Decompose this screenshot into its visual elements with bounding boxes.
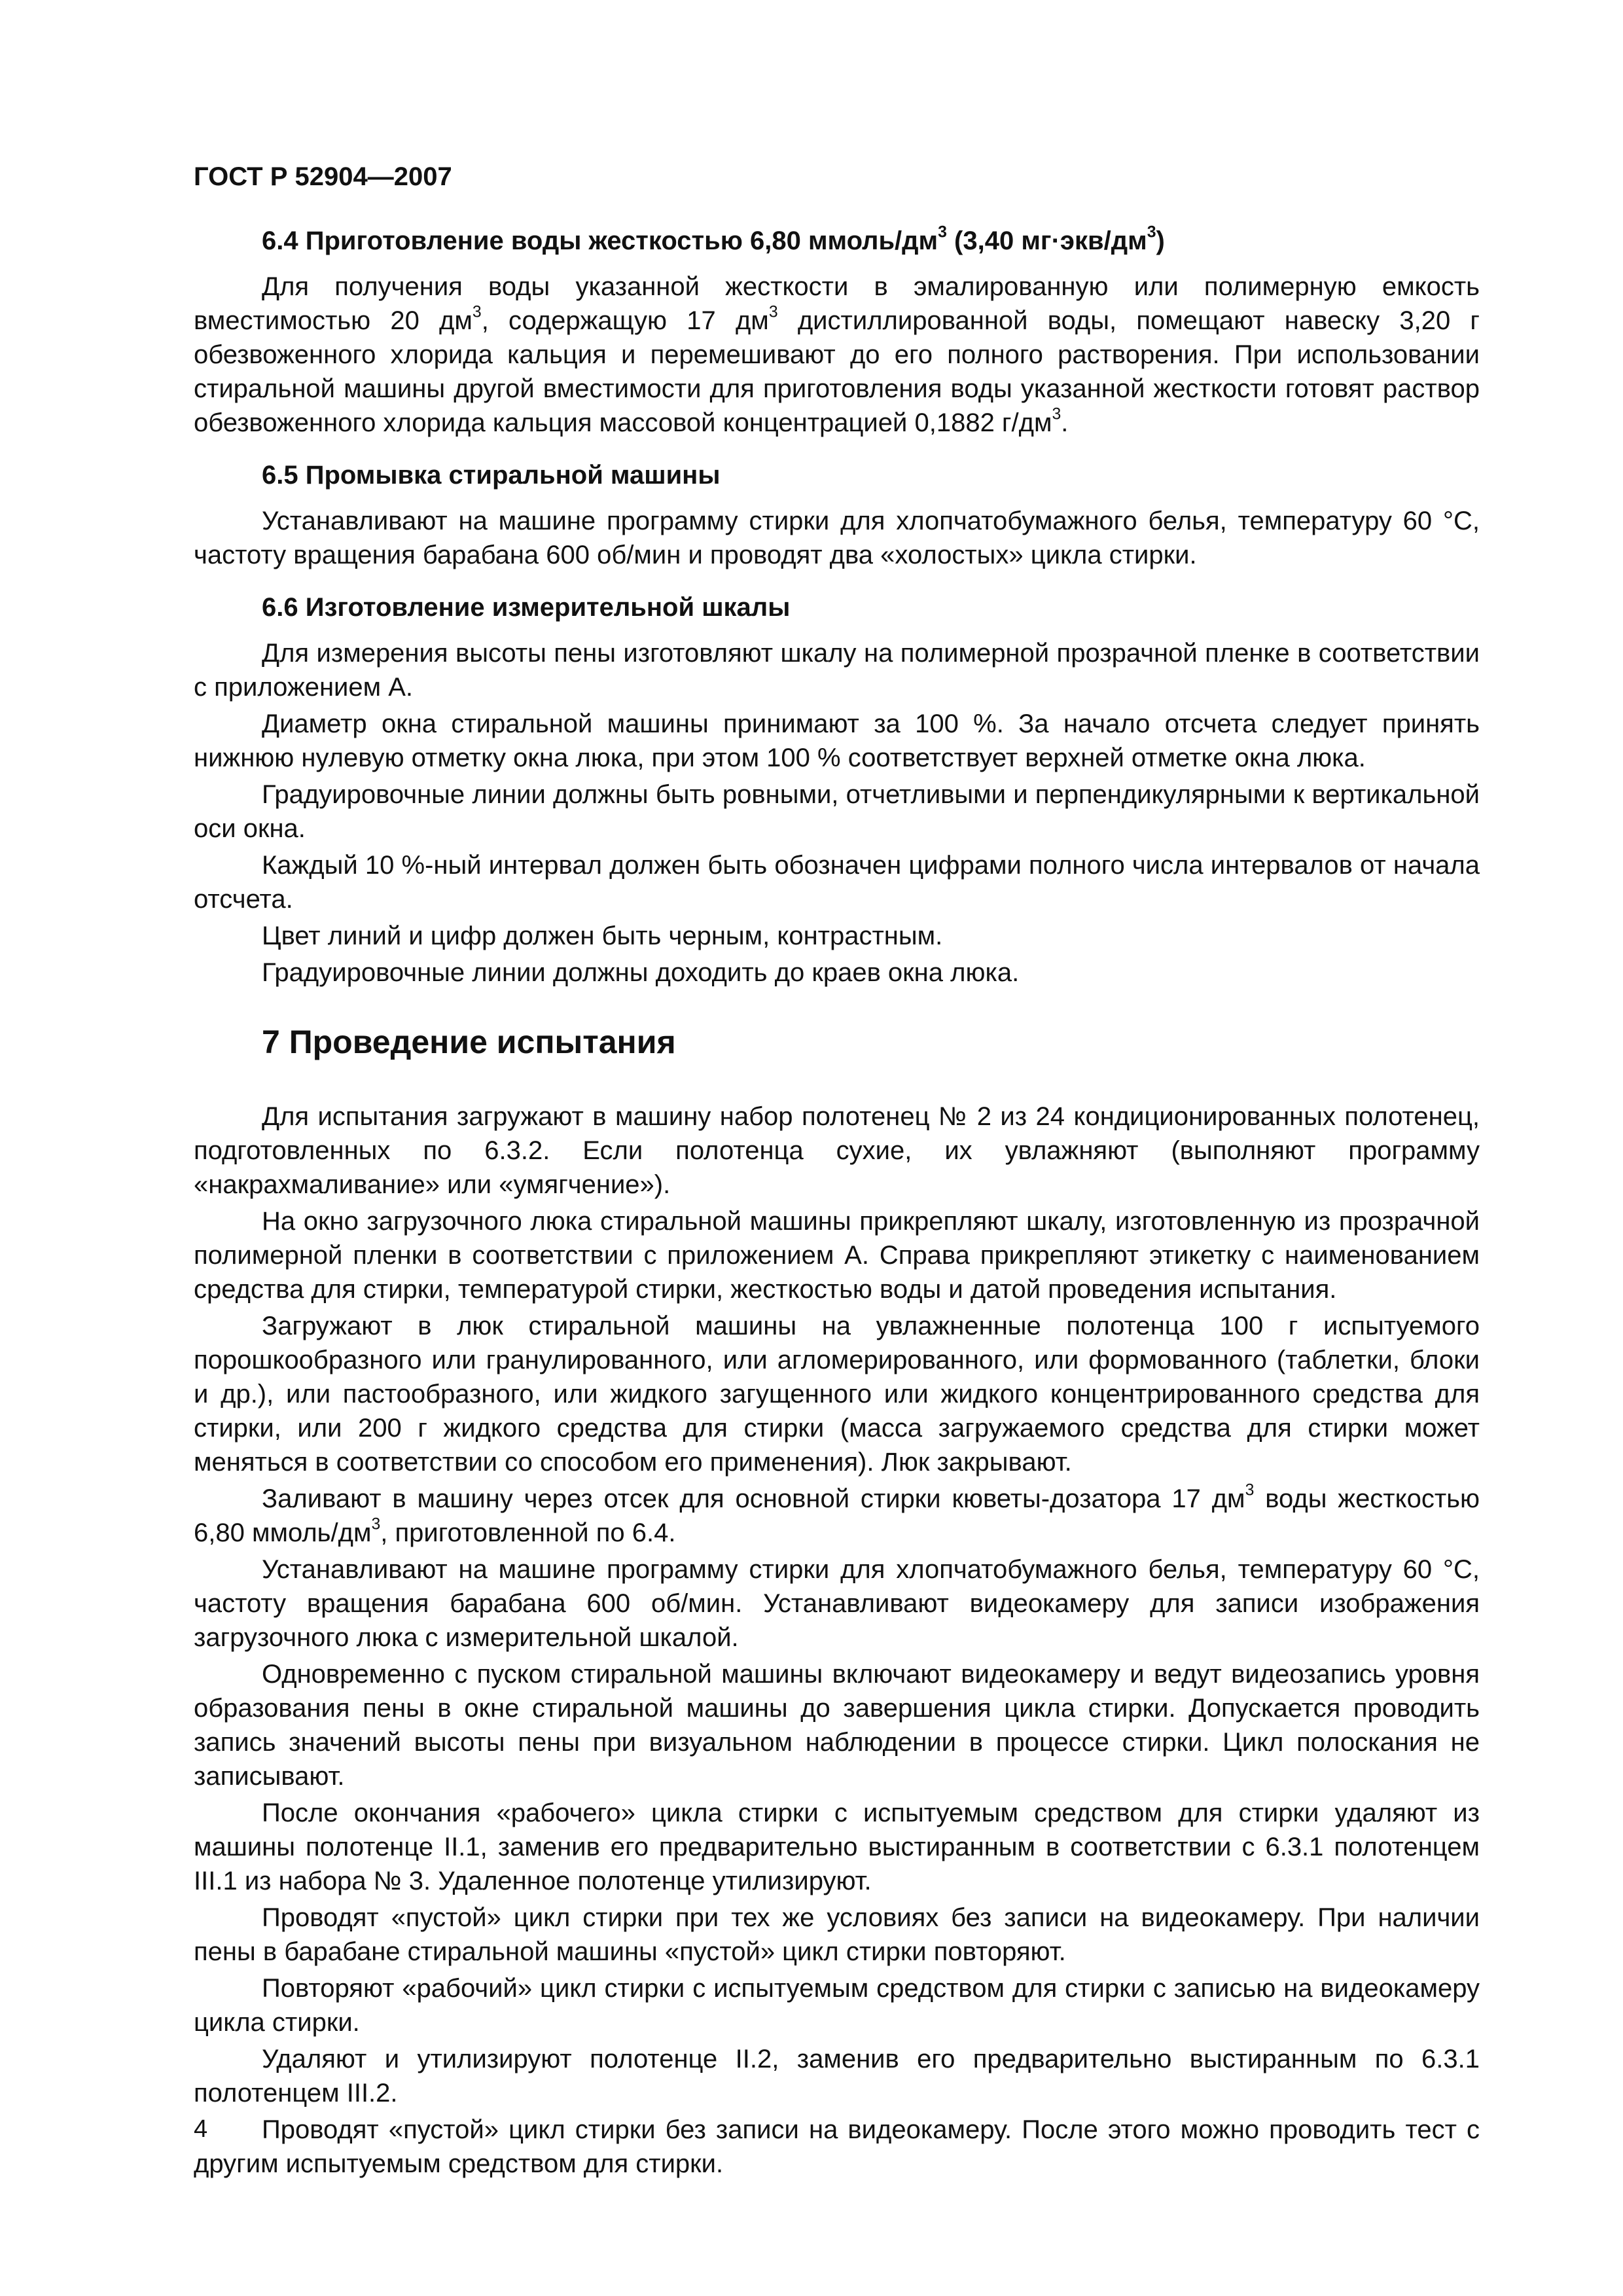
- text-run: Для получения воды указанной жесткости в эмалированную или полимерную емкость вместимостью 20 дм: [194, 272, 1480, 335]
- section-6-5-heading: 6.5 Промывка стиральной машины: [262, 461, 721, 490]
- text-run: , приготовленной по 6.4.: [380, 1518, 676, 1547]
- superscript: 3: [1245, 1481, 1255, 1499]
- text-run: , содержащую 17 дм: [481, 306, 769, 335]
- paragraph: Удаляют и утилизируют полотенце II.2, заменив его предварительно выстиранным по 6.3.1 полотенцем III.2.: [194, 2045, 1480, 2108]
- paragraph: Одновременно с пуском стиральной машины включают видеокамеру и ведут видеозапись уровня образования пены в окне стиральной машины до завершения цикла стирки. Допускается проводить запись значений высоты пены при визуальном наблюдении в процессе стирки. Цикл полоскания не записывают.: [194, 1660, 1480, 1791]
- paragraph: Каждый 10 %-ный интервал должен быть обозначен цифрами полного числа интервалов от начала отсчета.: [194, 851, 1480, 914]
- paragraph: Устанавливают на машине программу стирки для хлопчатобумажного белья, температуру 60 °С, частоту вращения барабана 600 об/мин и проводят два «холостых» цикла стирки.: [194, 507, 1480, 569]
- paragraph: Для испытания загружают в машину набор полотенец № 2 из 24 кондиционированных полотенец, подготовленных по 6.3.2. Если полотенца сухие, их увлажняют (выполняют программу «накрахмаливание» или «умягчение»).: [194, 1102, 1480, 1199]
- heading-text: (3,40 мг·экв/дм: [946, 226, 1147, 255]
- superscript: 3: [472, 303, 482, 321]
- superscript: 3: [1052, 405, 1061, 423]
- paragraph: Загружают в люк стиральной машины на увлажненные полотенца 100 г испытуемого порошкообразного или гранулированного, или агломерированного, или формованного (таблетки, блоки и др.), или пастообразного, или жидкого загущенного или жидкого концентрированного средства для стирки, или 200 г жидкого средства для стирки (масса загружаемого средства для стирки может меняться в соответствии со способом его применения). Люк закрывают.: [194, 1312, 1480, 1477]
- paragraph: [194, 270, 1480, 440]
- section-7-heading: 7 Проведение испытания: [262, 1024, 676, 1060]
- paragraph: Диаметр окна стиральной машины принимают за 100 %. За начало отсчета следует принять нижнюю нулевую отметку окна люка, при этом 100 % соответствует верхней отметке окна люка.: [194, 709, 1480, 772]
- heading-text: 6.4 Приготовление воды жесткостью 6,80 ммоль/дм: [262, 226, 938, 255]
- text-run: дистиллированной воды, помещают навеску 3,20 г обезвоженного хлорида кальция и перемешивают до его полного растворения. При использовании стиральной машины другой вместимости для приготовления воды указанной жесткости готовят раствор обезвоженного хлорида кальция массовой концентрацией 0,1882 г/дм: [194, 306, 1480, 437]
- paragraph: Цвет линий и цифр должен быть черным, контрастным.: [262, 922, 943, 950]
- paragraph: Проводят «пустой» цикл стирки без записи на видеокамеру. После этого можно проводить тест с другим испытуемым средством для стирки.: [194, 2115, 1480, 2178]
- paragraph: Для измерения высоты пены изготовляют шкалу на полимерной прозрачной пленке в соответствии с приложением А.: [194, 639, 1480, 702]
- paragraph: Градуировочные линии должны доходить до краев окна люка.: [262, 958, 1020, 987]
- paragraph: [194, 1482, 1480, 1550]
- section-6-4-heading: [194, 221, 1480, 260]
- text-run: Заливают в машину через отсек для основной стирки кюветы-дозатора 17 дм: [262, 1484, 1245, 1513]
- page-header: ГОСТ Р 52904—2007: [194, 162, 452, 191]
- paragraph: Проводят «пустой» цикл стирки при тех же условиях без записи на видеокамеру. При наличии пены в барабане стиральной машины «пустой» цикл стирки повторяют.: [194, 1903, 1480, 1966]
- paragraph: Градуировочные линии должны быть ровными, отчетливыми и перпендикулярными к вертикальной оси окна.: [194, 780, 1480, 843]
- superscript: 3: [768, 303, 778, 321]
- paragraph: После окончания «рабочего» цикла стирки с испытуемым средством для стирки удаляют из машины полотенце II.1, заменив его предварительно выстиранным в соответствии с 6.3.1 полотенцем III.1 из набора № 3. Удаленное полотенце утилизируют.: [194, 1799, 1480, 1895]
- text-run: воды жесткостью 6,80 ммоль/дм: [194, 1484, 1480, 1547]
- superscript: 3: [1147, 223, 1156, 242]
- text-run: .: [1061, 408, 1069, 437]
- superscript: 3: [938, 223, 947, 242]
- superscript: 3: [371, 1515, 381, 1534]
- paragraph: Повторяют «рабочий» цикл стирки с испытуемым средством для стирки с записью на видеокамеру цикла стирки.: [194, 1974, 1480, 2037]
- heading-text: ): [1156, 226, 1165, 255]
- section-6-6-heading: 6.6 Изготовление измерительной шкалы: [262, 593, 791, 622]
- document-body: [194, 221, 1480, 2183]
- paragraph: На окно загрузочного люка стиральной машины прикрепляют шкалу, изготовленную из прозрачной полимерной пленки в соответствии с приложением А. Справа прикрепляют этикетку с наименованием средства для стирки, температурой стирки, жесткостью воды и датой проведения испытания.: [194, 1207, 1480, 1304]
- page-number: 4: [194, 2115, 208, 2143]
- paragraph: Устанавливают на машине программу стирки для хлопчатобумажного белья, температуру 60 °С, частоту вращения барабана 600 об/мин. Устанавливают видеокамеру для записи изображения загрузочного люка с измерительной шкалой.: [194, 1555, 1480, 1652]
